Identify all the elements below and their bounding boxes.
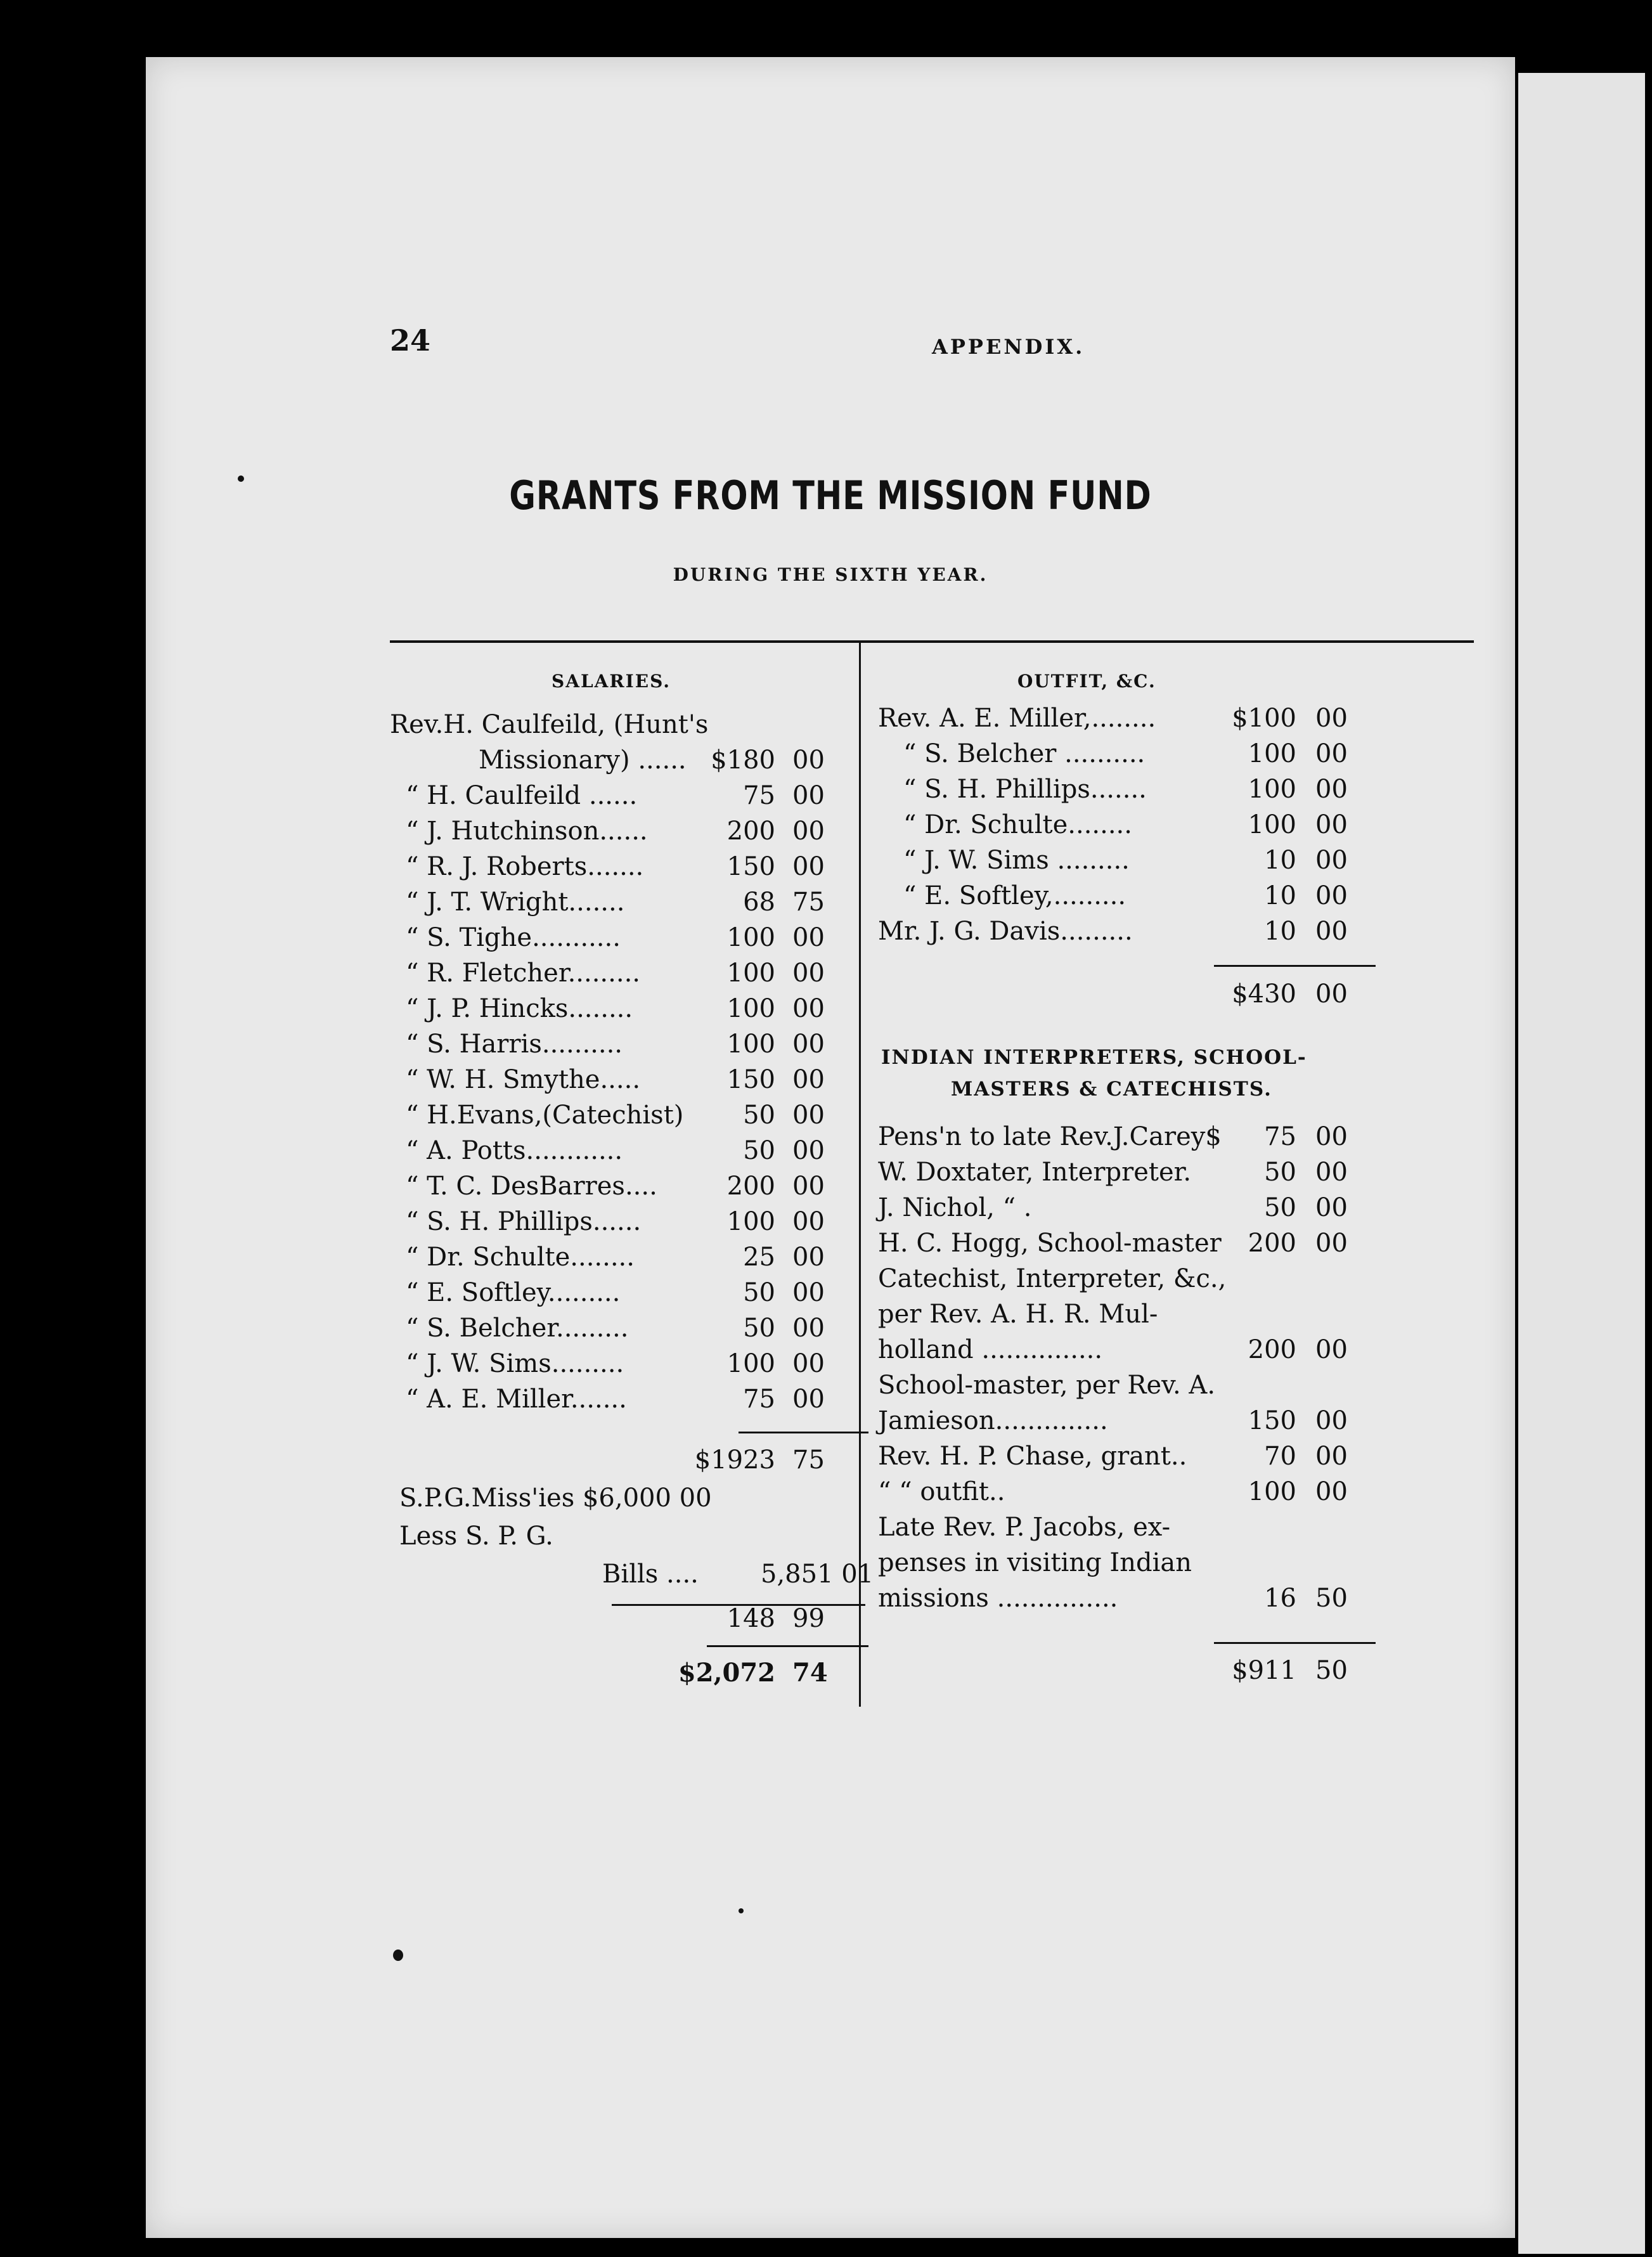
interpreter-label: H. C. Hogg, School-master [878, 1229, 1222, 1258]
salary-row [390, 1101, 859, 1136]
salary-dollars: 100 [726, 994, 775, 1023]
ink-speck [238, 475, 244, 482]
interpreter-dollars: 150 [1248, 1406, 1296, 1435]
salary-label: “ H. Caulfeild ...... [406, 781, 638, 810]
outfit-row [878, 775, 1385, 810]
salary-label: “ S. Belcher......... [406, 1314, 629, 1343]
interpreter-row [878, 1264, 1385, 1300]
total-rule [707, 1645, 868, 1647]
salary-cents: 00 [792, 852, 825, 881]
salary-dollars: 150 [726, 852, 775, 881]
salary-dollars: 200 [726, 1172, 775, 1201]
outfit-heading: OUTFIT, &C. [1017, 671, 1156, 692]
salary-label: “ J. Hutchinson...... [406, 817, 648, 846]
salary-row [390, 1172, 859, 1207]
difference-row [390, 1591, 859, 1633]
interpreter-label: “ “ outfit.. [878, 1477, 1005, 1506]
top-rule [390, 640, 1474, 643]
outfit-label: “ S. Belcher .......... [903, 739, 1145, 768]
outfit-label: “ S. H. Phillips....... [903, 775, 1147, 804]
interpreter-row [878, 1513, 1385, 1548]
outfit-label: “ Dr. Schulte........ [903, 810, 1132, 839]
salary-cents: 00 [792, 959, 825, 988]
salaries-subtotal-rule [739, 1432, 868, 1433]
salary-dollars: 150 [726, 1065, 775, 1094]
interpreters-total-dollars: $911 [1232, 1656, 1296, 1685]
salary-dollars: 50 [743, 1278, 775, 1307]
outfit-row [878, 846, 1385, 881]
interpreter-dollars: 100 [1248, 1477, 1296, 1506]
salary-dollars: 25 [743, 1243, 775, 1272]
salary-cents: 00 [792, 781, 825, 810]
interpreters-heading-line1: INDIAN INTERPRETERS, SCHOOL- [881, 1046, 1307, 1069]
interpreter-label: penses in visiting Indian [878, 1548, 1192, 1577]
salary-cents: 00 [792, 1207, 825, 1236]
outfit-total-dollars: $430 [1232, 980, 1296, 1009]
outfit-cents: 00 [1315, 917, 1348, 946]
salary-label: “ A. E. Miller....... [406, 1385, 627, 1414]
salary-label: “ S. Harris.......... [406, 1030, 623, 1059]
salaries-heading: SALARIES. [552, 671, 671, 692]
salary-label: “ H.Evans,(Catechist) [406, 1101, 684, 1130]
salaries-subtotal-row [390, 1445, 859, 1481]
salary-cents: 00 [792, 1065, 825, 1094]
outfit-total-cents: 00 [1315, 980, 1348, 1009]
salary-label: “ R. Fletcher......... [406, 959, 640, 988]
salary-dollars: 100 [726, 1349, 775, 1378]
interpreter-row [878, 1122, 1385, 1158]
outfit-row [878, 881, 1385, 917]
salary-label: “ A. Potts............ [406, 1136, 623, 1165]
interpreters-total-cents: 50 [1315, 1656, 1348, 1685]
page-subtitle: DURING THE SIXTH YEAR. [673, 564, 988, 585]
outfit-cents: 00 [1315, 704, 1348, 733]
salary-row [390, 710, 859, 746]
salary-dollars: 50 [743, 1314, 775, 1343]
outfit-row [878, 739, 1385, 775]
salary-dollars: 100 [726, 1207, 775, 1236]
outfit-row [878, 810, 1385, 846]
salary-row [390, 852, 859, 888]
outfit-dollars: 100 [1248, 810, 1296, 839]
salary-cents: 00 [792, 923, 825, 952]
interpreter-row [878, 1406, 1385, 1442]
salary-label: “ S. Tighe........... [406, 923, 621, 952]
salary-row [390, 888, 859, 923]
salary-label: “ E. Softley......... [406, 1278, 621, 1307]
interpreter-cents: 00 [1315, 1442, 1348, 1471]
interpreter-label: Late Rev. P. Jacobs, ex- [878, 1513, 1171, 1542]
interpreter-row [878, 1335, 1385, 1371]
page-number: 24 [390, 323, 431, 358]
outfit-cents: 00 [1315, 881, 1348, 910]
salary-row [390, 1385, 859, 1420]
ink-speck [739, 1908, 744, 1913]
outfit-total-row [878, 980, 1385, 1015]
interpreter-row [878, 1229, 1385, 1264]
salary-dollars: $180 [711, 746, 775, 775]
ink-speck [393, 1950, 403, 1961]
interpreter-dollars: 75 [1264, 1122, 1296, 1151]
salary-label: “ J. P. Hincks........ [406, 994, 633, 1023]
salary-row [390, 923, 859, 959]
salary-row [390, 1278, 859, 1314]
salary-row [390, 1207, 859, 1243]
salary-cents: 00 [792, 1349, 825, 1378]
column-divider [859, 642, 861, 1707]
outfit-dollars: 100 [1248, 775, 1296, 804]
salaries-total-dollars: $2,072 [678, 1658, 775, 1688]
interpreter-dollars: 16 [1264, 1584, 1296, 1613]
salary-label: Missionary) ...... [479, 746, 687, 775]
salary-cents: 00 [792, 1136, 825, 1165]
interpreter-dollars: 70 [1264, 1442, 1296, 1471]
salary-cents: 00 [792, 1314, 825, 1343]
interpreter-cents: 00 [1315, 1229, 1348, 1258]
outfit-label: Rev. A. E. Miller,........ [878, 704, 1156, 733]
salary-dollars: 75 [743, 1385, 775, 1414]
interpreter-label: W. Doxtater, Interpreter. [878, 1158, 1192, 1187]
outfit-dollars: 10 [1264, 846, 1296, 875]
difference-cents: 99 [792, 1604, 825, 1633]
outfit-cents: 00 [1315, 810, 1348, 839]
outfit-cents: 00 [1315, 739, 1348, 768]
outfit-dollars: $100 [1232, 704, 1296, 733]
interpreter-cents: 00 [1315, 1122, 1348, 1151]
salary-cents: 00 [792, 1385, 825, 1414]
outfit-label: Mr. J. G. Davis......... [878, 917, 1133, 946]
spg-line-text: S.P.G.Miss'ies $6,000 00 [399, 1484, 712, 1513]
outfit-cents: 00 [1315, 846, 1348, 875]
interpreter-label: Rev. H. P. Chase, grant.. [878, 1442, 1187, 1471]
salary-label: “ S. H. Phillips...... [406, 1207, 642, 1236]
bills-label: Bills .... [602, 1560, 699, 1589]
interpreter-label: missions ............... [878, 1584, 1118, 1613]
salary-cents: 00 [792, 1030, 825, 1059]
interpreter-label: Pens'n to late Rev.J.Carey$ [878, 1122, 1222, 1151]
interpreter-row [878, 1584, 1385, 1619]
salaries-subtotal-cents: 75 [792, 1445, 825, 1475]
document-page [146, 57, 1515, 2238]
interpreter-dollars: 200 [1248, 1229, 1296, 1258]
salary-dollars: 200 [726, 817, 775, 846]
interpreter-row [878, 1158, 1385, 1193]
salary-cents: 00 [792, 817, 825, 846]
salary-cents: 00 [792, 1101, 825, 1130]
bills-value: 5,851 01 [761, 1560, 874, 1589]
salary-label: “ Dr. Schulte........ [406, 1243, 635, 1272]
salary-cents: 00 [792, 746, 825, 775]
salary-row [390, 817, 859, 852]
interpreters-heading-line2: MASTERS & CATECHISTS. [951, 1078, 1272, 1101]
salary-dollars: 50 [743, 1101, 775, 1130]
interpreter-row [878, 1442, 1385, 1477]
interpreter-label: Jamieson.............. [878, 1406, 1108, 1435]
outfit-total-rule [1214, 965, 1376, 967]
salary-cents: 00 [792, 1243, 825, 1272]
salary-cents: 00 [792, 994, 825, 1023]
salary-cents: 00 [792, 1172, 825, 1201]
interpreter-cents: 00 [1315, 1477, 1348, 1506]
outfit-row [878, 917, 1385, 952]
salary-row [390, 994, 859, 1030]
salary-label: Rev.H. Caulfeild, (Hunt's [390, 710, 709, 739]
salary-row [390, 1136, 859, 1172]
interpreter-label: J. Nichol, “ . [878, 1193, 1032, 1222]
interpreter-row [878, 1477, 1385, 1513]
page-title: GRANTS FROM THE MISSION FUND [509, 472, 1152, 519]
difference-dollars: 148 [726, 1604, 775, 1633]
interpreter-cents: 00 [1315, 1406, 1348, 1435]
interpreter-label: per Rev. A. H. R. Mul- [878, 1300, 1158, 1329]
outfit-dollars: 100 [1248, 739, 1296, 768]
salary-row [390, 1030, 859, 1065]
salary-row [390, 1243, 859, 1278]
salary-dollars: 68 [743, 888, 775, 917]
salary-label: “ J. T. Wright....... [406, 888, 625, 917]
interpreter-dollars: 200 [1248, 1335, 1296, 1364]
running-head: APPENDIX. [932, 335, 1085, 359]
outfit-label: “ J. W. Sims ......... [903, 846, 1130, 875]
salaries-total-row [390, 1658, 859, 1693]
salary-label: “ R. J. Roberts....... [406, 852, 644, 881]
interpreters-total-rule [1214, 1642, 1376, 1644]
salary-row [390, 1065, 859, 1101]
salary-dollars: 100 [726, 959, 775, 988]
outfit-cents: 00 [1315, 775, 1348, 804]
salary-row [390, 1314, 859, 1349]
less-line-text: Less S. P. G. [399, 1522, 553, 1551]
salary-row [390, 1349, 859, 1385]
interpreter-label: holland ............... [878, 1335, 1103, 1364]
interpreter-dollars: 50 [1264, 1158, 1296, 1187]
outfit-label: “ E. Softley,......... [903, 881, 1126, 910]
salary-row [390, 781, 859, 817]
salary-cents: 75 [792, 888, 825, 917]
interpreter-label: Catechist, Interpreter, &c., [878, 1264, 1227, 1293]
outfit-dollars: 10 [1264, 881, 1296, 910]
interpreter-row [878, 1193, 1385, 1229]
interpreter-dollars: 50 [1264, 1193, 1296, 1222]
interpreters-total-row [878, 1656, 1385, 1691]
salary-label: “ T. C. DesBarres.... [406, 1172, 657, 1201]
interpreter-row [878, 1300, 1385, 1335]
interpreter-row [878, 1548, 1385, 1584]
salary-row [390, 746, 859, 781]
interpreter-cents: 00 [1315, 1193, 1348, 1222]
outfit-dollars: 10 [1264, 917, 1296, 946]
salary-label: “ W. H. Smythe..... [406, 1065, 641, 1094]
salary-cents: 00 [792, 1278, 825, 1307]
bills-row [390, 1560, 874, 1595]
interpreter-label: School-master, per Rev. A. [878, 1371, 1216, 1400]
salary-label: “ J. W. Sims......... [406, 1349, 624, 1378]
salary-row [390, 959, 859, 994]
salaries-total-cents: 74 [792, 1658, 828, 1688]
salary-dollars: 100 [726, 923, 775, 952]
interpreter-cents: 50 [1315, 1584, 1348, 1613]
salaries-subtotal-dollars: $1923 [694, 1445, 775, 1475]
facing-page-edge [1518, 73, 1645, 2254]
salary-dollars: 50 [743, 1136, 775, 1165]
interpreter-cents: 00 [1315, 1335, 1348, 1364]
salary-dollars: 100 [726, 1030, 775, 1059]
interpreter-cents: 00 [1315, 1158, 1348, 1187]
salary-dollars: 75 [743, 781, 775, 810]
interpreter-row [878, 1371, 1385, 1406]
outfit-row [878, 704, 1385, 739]
